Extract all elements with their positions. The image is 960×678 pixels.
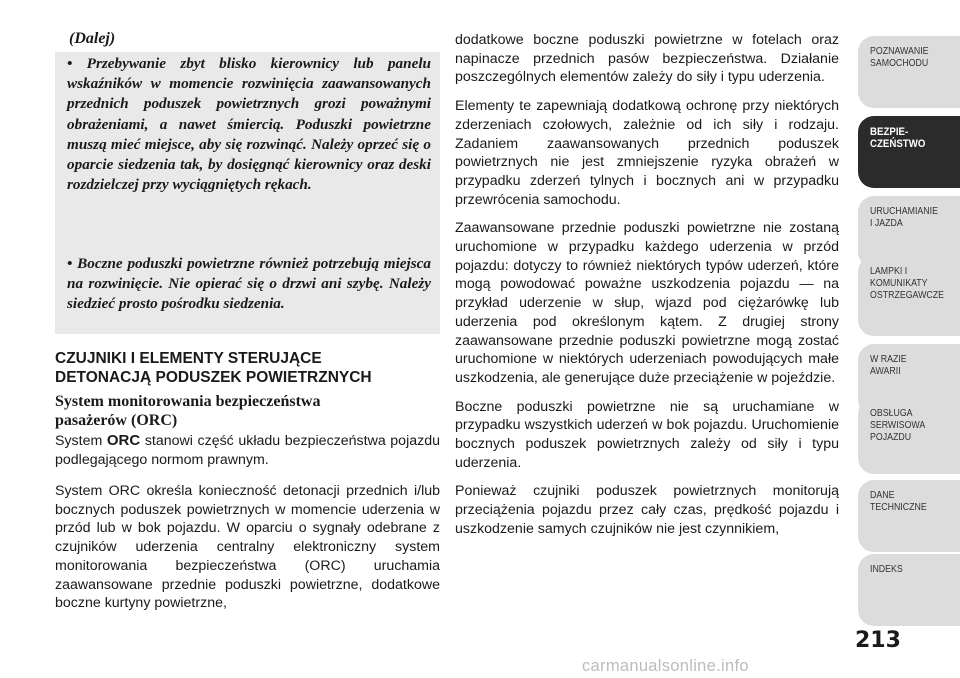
right-column — [455, 31, 839, 549]
section-heading-line-1: CZUJNIKI I ELEMENTY STERUJĄCE — [55, 350, 322, 367]
page-number: 213 — [855, 628, 901, 653]
warning-box — [55, 52, 440, 334]
tab-lampki-i-komunikaty[interactable] — [858, 256, 960, 336]
orc-abbreviation: ORC — [106, 432, 141, 449]
paragraph-2: Elementy te zapewniają dodatkową ochronę przy niektórych zderzeniach czołowych, zależnie od ich siły i rodzaju. Zadaniem zaawansowanych przednich poduszek powietrznych nie jest zmniejszenie ryzyka obrażeń w przypadku zderzeń tylnych i bocznych ani w przypadku przewrócenia samochodu. — [455, 98, 839, 208]
orc-intro-prefix: System — [55, 433, 107, 449]
sub-heading-line-1: System monitorowania bezpieczeństwa — [55, 393, 321, 410]
warning-text-2: • Boczne poduszki powietrzne również potrzebują miejsca na rozwinięcie. Nie opierać się o drzwi ani szybę. Należy siedzieć prosto pośrodku siedzenia. — [67, 255, 431, 313]
tab-label: OBSŁUGA SERWISOWA POJAZDU — [870, 408, 926, 443]
tab-label: DANE TECHNICZNE — [870, 490, 927, 513]
tab-bezpieczenstwo[interactable] — [858, 116, 960, 188]
tab-obsluga-serwisowa[interactable] — [858, 398, 960, 474]
warning-text-1: • Przebywanie zbyt blisko kierownicy lub panelu wskaźników w momencie rozwinięcia zaawansowanych przednich poduszek powietrznych grozi poważnymi obrażeniami, a nawet śmiercią. Poduszki powietrzne muszą mieć miejsce, aby się rozwinąć. Należy oprzeć się o oparcie siedzenia tak, by dosięgnąć kierownicy oraz deski rozdzielczej przy wyciągniętych rękach. — [67, 55, 431, 194]
continued-label: (Dalej) — [69, 30, 116, 47]
tab-label: URUCHAMIANIE I JAZDA — [870, 206, 938, 229]
tab-label: W RAZIE AWARII — [870, 354, 907, 377]
paragraph-1: dodatkowe boczne poduszki powietrzne w fotelach oraz napinacze przednich pasów bezpieczeństwa. Działanie poszczególnych elementów zależy do siły i typu uderzenia. — [455, 32, 839, 86]
tab-label: LAMPKI I KOMUNIKATY OSTRZEGAWCZE — [870, 266, 944, 301]
paragraph-5: Ponieważ czujniki poduszek powietrznych monitorują przeciążenia pojazdu przez cały czas, prędkość pojazdu i uszkodzenie samych czujników nie jest czynnikiem, — [455, 483, 839, 537]
orc-intro-rest: stanowi część układu bezpieczeństwa pojazdu podlegającego normom prawnym. — [55, 433, 440, 468]
tab-label: BEZPIE- CZEŃSTWO — [870, 126, 926, 150]
sub-heading — [55, 392, 445, 430]
paragraph-3: Zaawansowane przednie poduszki powietrzne nie zostaną uruchomione w przypadku każdego uderzenia w przód pojazdu: dotyczy to również niektórych typów uderzeń, które mogą powodować poważne uszkodzenia pojazdu — na przykład uderzenie w słup, wjazd pod ciężarówkę lub uderzenia pod określonym kątem. Z drugiej strony zaawansowane przednie poduszki powietrzne mogą zostać uruchomione w niektórych uderzeniach powodujących małe uszkodzenia, ale generujące duże przeciążenie w pojeździe. — [455, 220, 839, 386]
sub-heading-line-2: pasażerów (ORC) — [55, 412, 178, 429]
tab-label: POZNAWANIE SAMOCHODU — [870, 46, 929, 69]
watermark: carmanualsonline.info — [582, 657, 749, 675]
section-heading — [55, 349, 445, 387]
orc-description-paragraph: System ORC określa konieczność detonacji przednich i/lub bocznych poduszek powietrznych w momencie uderzenia w przód lub w bok pojazdu. W oparciu o sygnały odebrane z czujników uderzenia centralny elektroniczny system monitorowania bezpieczeństwa (ORC) uruchamia zaawansowane przednie poduszki powietrzne, dodatkowe boczne kurtyny powietrzne, — [55, 483, 440, 612]
tab-indeks[interactable] — [858, 554, 960, 626]
paragraph-4: Boczne poduszki powietrzne nie są uruchamiane w przypadku wszystkich uderzeń w bok pojazdu. Uruchomienie bocznych poduszek powietrznych zależy od siły i typu uderzenia. — [455, 398, 839, 471]
tab-poznawanie-samochodu[interactable] — [858, 36, 960, 108]
orc-intro-paragraph — [55, 432, 440, 469]
left-column — [55, 0, 440, 678]
section-heading-line-2: DETONACJĄ PODUSZEK POWIETRZNYCH — [55, 369, 372, 386]
tab-label: INDEKS — [870, 564, 903, 575]
tab-dane-techniczne[interactable] — [858, 480, 960, 552]
